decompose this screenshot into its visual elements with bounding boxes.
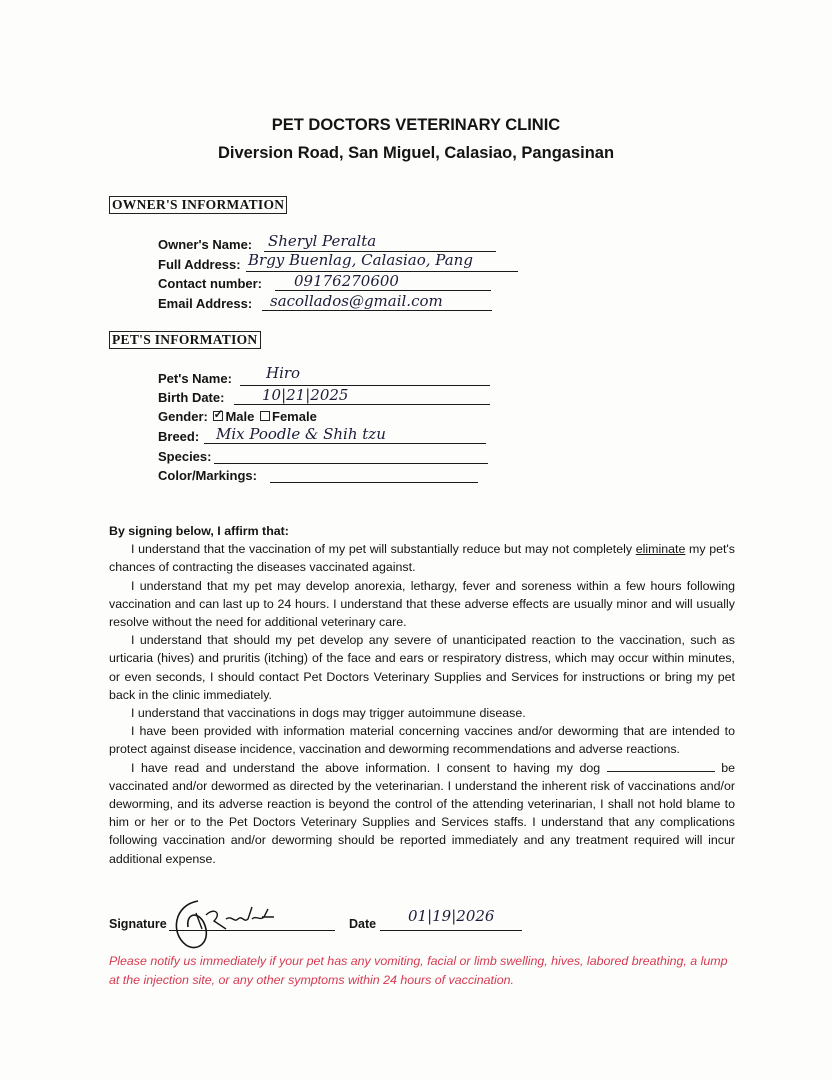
gender-label: Gender: [158,409,208,424]
breed-field[interactable] [158,425,386,446]
pet-birth-label: Birth Date: [158,390,225,405]
gender-female-checkbox[interactable] [260,411,270,421]
owner-address-field[interactable] [158,251,473,274]
affirmation-paragraph-4: I understand that vaccinations in dogs may trigger autoimmune disease. [131,706,526,721]
owner-contact-line [275,290,491,291]
eliminate-underlined: eliminate [635,542,686,557]
dog-name-blank[interactable] [607,761,715,772]
gender-male-checkbox[interactable] [213,411,223,421]
pet-name-field[interactable] [158,364,301,388]
color-markings-field[interactable] [158,467,257,485]
owner-email-value: sacollados@gmail.com [270,292,443,310]
color-markings-label: Color/Markings: [158,468,257,483]
signature-label: Signature [109,917,167,931]
affirmation-paragraph-6: I have read and understand the above information. I consent to having my dog be vaccinated and/or dewormed as directed by the veterinarian. I understand the inherent risk of vaccinations and/or deworming, and its adverse reaction is beyond the control of the attending veterinarian, I shall not hold blame to him or her or to the Pet Doctors Veterinary Supplies and Services staffs. I understand that any complications following vaccination and/or deworming should be reported immediately and any treatment required will incur additional expense. [109,760,735,866]
pet-name-label: Pet's Name: [158,371,232,386]
owner-name-value: Sheryl Peralta [268,232,377,250]
gender-female-label: Female [272,409,317,424]
form-header [0,113,832,165]
owner-email-line [262,310,492,311]
clinic-address: Diversion Road, San Miguel, Calasiao, Pangasinan [217,144,615,162]
affirmation-paragraph-2: I understand that my pet may develop anorexia, lethargy, fever and soreness within a few hours following vaccination and can last up to 24 hours. I understand that these adverse effects are usually minor and will usually resolve without the need for additional veterinary care. [109,578,735,630]
species-field[interactable] [158,448,211,466]
breed-label: Breed: [158,429,200,444]
color-markings-line [270,482,478,483]
species-line [214,463,488,464]
affirmation-text [109,522,735,868]
pet-section-label: PET'S INFORMATION [109,331,261,349]
owner-address-label: Full Address: [158,257,241,272]
affirmation-paragraph-1: I understand that the vaccination of my pet will substantially reduce but may not completely eliminate my pet's chances of contracting the diseases vaccinated against. [109,542,735,575]
affirmation-heading: By signing below, I affirm that: [109,524,289,538]
date-line[interactable] [380,930,522,931]
owner-name-label: Owner's Name: [158,237,253,252]
breed-line [204,443,486,444]
owner-name-field[interactable] [158,232,377,254]
pet-birth-value: 10|21|2025 [262,386,349,404]
owner-contact-field[interactable] [158,272,399,293]
species-label: Species: [158,449,212,464]
gender-male-label: Male [225,409,255,424]
handwritten-signature [168,893,298,955]
pet-birth-line [234,404,490,405]
breed-value: Mix Poodle & Shih tzu [216,425,386,443]
owner-email-field[interactable] [158,292,443,313]
affirmation-paragraph-3: I understand that should my pet develop any severe of unanticipated reaction to the vaccination, such as urticaria (hives) and pruritis (itching) of the face and ears or respiratory distress, which may occur within minutes, or even seconds, I should contact Pet Doctors Veterinary Supplies and Services for instructions or bring my pet back in the clinic immediately. [109,633,735,702]
affirmation-paragraph-5: I have been provided with information material concerning vaccines and/or deworming that are intended to protect against disease incidence, vaccination and deworming recommendations and adverse reactions. [109,724,735,757]
owner-section-label: OWNER'S INFORMATION [109,196,287,214]
date-value: 01|19|2026 [408,907,495,925]
owner-contact-value: 09176270600 [294,272,399,290]
date-label: Date [349,917,377,931]
owner-address-value: Brgy Buenlag, Calasiao, Pang [248,251,473,269]
gender-field [158,408,317,426]
owner-contact-label: Contact number: [158,276,262,291]
clinic-name: PET DOCTORS VETERINARY CLINIC [271,116,561,134]
pet-name-value: Hiro [266,364,301,382]
owner-email-label: Email Address: [158,296,253,311]
post-vaccination-notice: Please notify us immediately if your pet has any vomiting, facial or limb swelling, hives, labored breathing, a lump at the injection site, or any other symptoms within 24 hours of vaccination. [109,954,728,987]
